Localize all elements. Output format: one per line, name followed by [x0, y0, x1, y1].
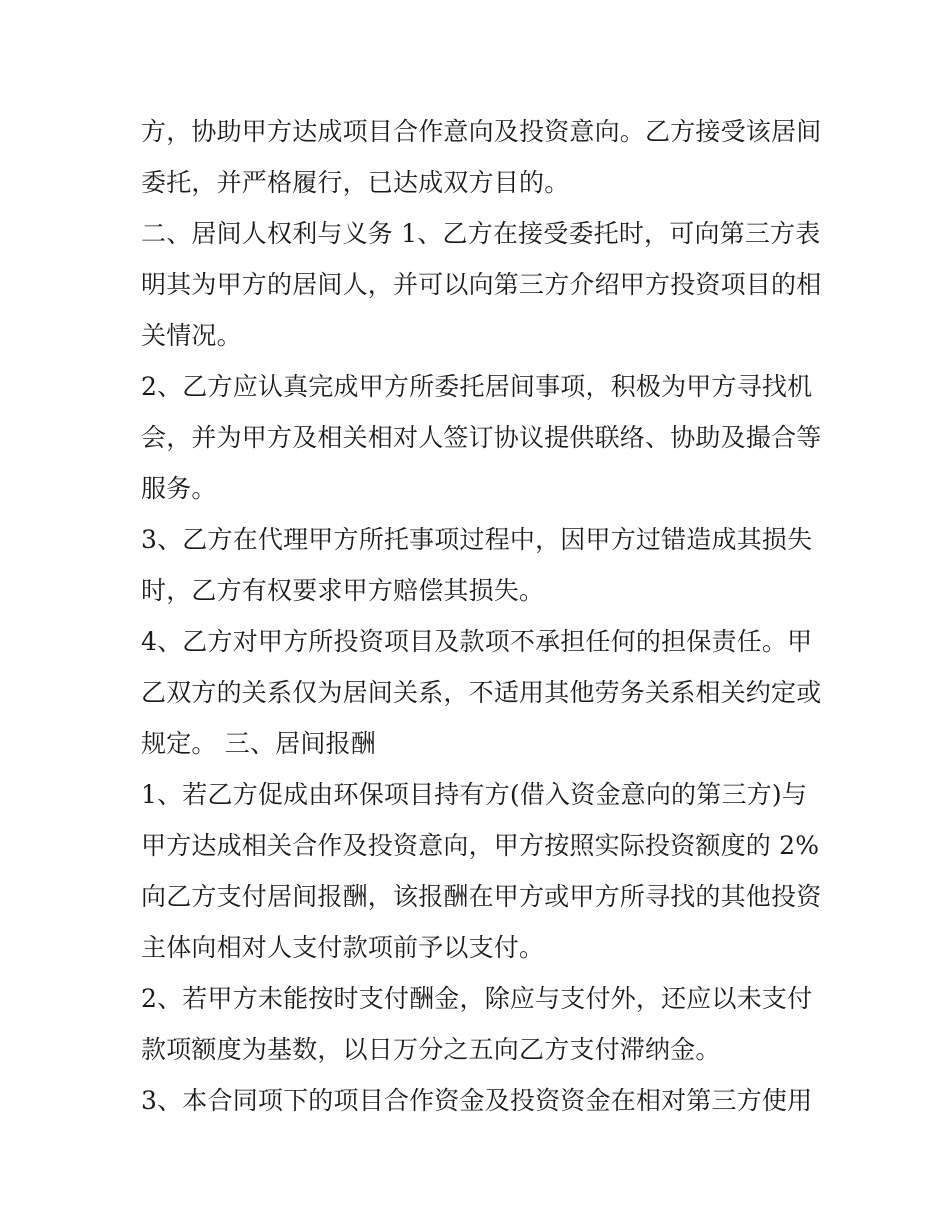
- text-line: 方，协助甲方达成项目合作意向及投资意向。乙方接受该居间: [141, 117, 822, 146]
- text-line: 明其为甲方的居间人，并可以向第三方介绍甲方投资项目的相: [141, 270, 822, 299]
- text-line: 4、乙方对甲方所投资项目及款项不承担任何的担保责任。甲: [141, 627, 813, 656]
- text-line: 二、居间人权利与义务 1、乙方在接受委托时，可向第三方表: [141, 219, 821, 248]
- text-line: 1、若乙方促成由环保项目持有方(借入资金意向的第三方)与: [141, 780, 808, 809]
- paragraph-clause-2: [141, 361, 821, 514]
- paragraph-clause-4: [141, 616, 821, 769]
- paragraph-section-two-rights: [141, 208, 821, 361]
- paragraph-mediation-purpose: [141, 106, 821, 208]
- text-line: 规定。 三、居间报酬: [141, 729, 376, 758]
- text-line: 时，乙方有权要求甲方赔偿其损失。: [141, 576, 545, 605]
- text-line: 2、乙方应认真完成甲方所委托居间事项，积极为甲方寻找机: [141, 372, 813, 401]
- paragraph-remuneration-1: [141, 769, 821, 973]
- paragraph-clause-3: [141, 514, 821, 616]
- text-line: 会，并为甲方及相关相对人签订协议提供联络、协助及撮合等: [141, 423, 822, 452]
- text-line: 服务。: [141, 474, 217, 503]
- text-line: 3、本合同项下的项目合作资金及投资资金在相对第三方使用: [141, 1086, 813, 1115]
- text-line: 向乙方支付居间报酬，该报酬在甲方或甲方所寻找的其他投资: [141, 882, 822, 911]
- text-line: 乙双方的关系仅为居间关系，不适用其他劳务关系相关约定或: [141, 678, 822, 707]
- paragraph-remuneration-3: [141, 1075, 821, 1126]
- text-line: 3、乙方在代理甲方所托事项过程中，因甲方过错造成其损失: [141, 525, 813, 554]
- text-line: 委托，并严格履行，已达成双方目的。: [141, 168, 570, 197]
- text-line: 2、若甲方未能按时支付酬金，除应与支付外，还应以未支付: [141, 984, 813, 1013]
- paragraph-remuneration-2: [141, 973, 821, 1075]
- text-line: 主体向相对人支付款项前予以支付。: [141, 933, 545, 962]
- text-line: 款项额度为基数，以日万分之五向乙方支付滞纳金。: [141, 1035, 721, 1064]
- text-line: 甲方达成相关合作及投资意向，甲方按照实际投资额度的 2%: [141, 831, 820, 860]
- text-line: 关情况。: [141, 321, 242, 350]
- contract-body: [141, 106, 821, 1126]
